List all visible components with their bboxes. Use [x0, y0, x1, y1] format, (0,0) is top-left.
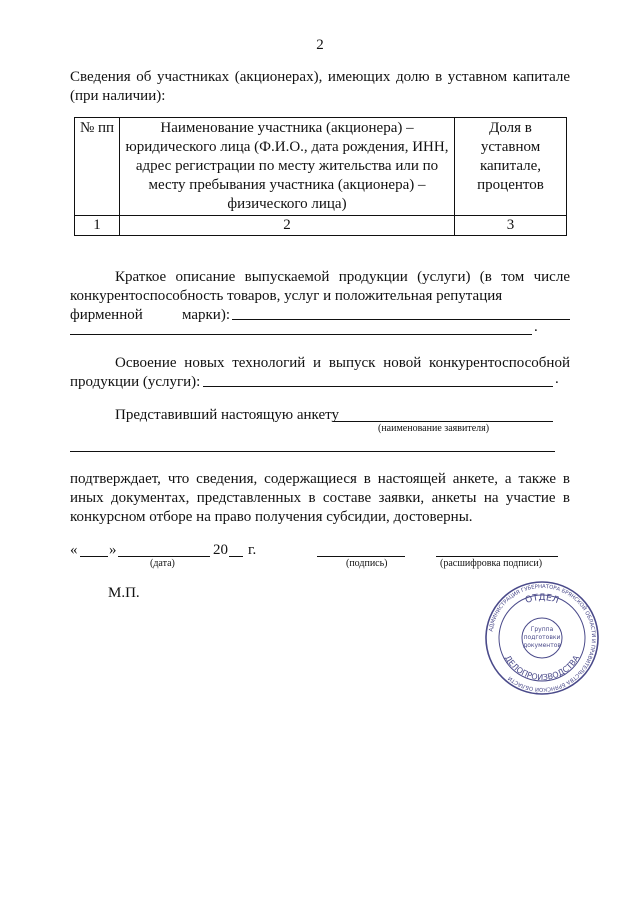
table-cell-number: 1 — [75, 216, 120, 236]
stamp-center-line: документов — [523, 642, 561, 649]
date-year-line[interactable] — [229, 556, 243, 557]
product-description-text: Краткое описание выпускаемой продукции (услуги) (в том числе конкурентоспособность товаров, услуг и положительная репутация — [70, 269, 570, 304]
table-cell-number: 2 — [120, 216, 455, 236]
stamp-center-line: Группа — [530, 626, 554, 633]
page-number: 2 — [316, 37, 324, 53]
stamp-top-text: ОТДЕЛ — [524, 593, 560, 607]
department-stamp — [484, 580, 600, 696]
signature-decode-caption: (расшифровка подписи) — [440, 558, 543, 569]
signature-decode-line[interactable] — [436, 556, 558, 557]
seal-place-label: М.П. — [108, 585, 140, 601]
date-close-quote: » — [109, 542, 117, 558]
stamp-bottom-text: ДЕЛОПРОИЗВОДСТВА — [502, 653, 582, 683]
product-description-line[interactable] — [232, 319, 570, 320]
column-header-share: Доля в уставном капитале, процентов — [455, 118, 567, 216]
date-day-line[interactable] — [80, 556, 108, 557]
date-year-prefix: 20 — [213, 542, 228, 558]
stamp-outer-text: АДМИНИСТРАЦИЯ ГУБЕРНАТОРА БРЯНСКОЙ ОБЛАСТИ И ПРАВИТЕЛЬСТВА БРЯНСКОЙ ОБЛАСТИ — [488, 583, 597, 693]
participants-intro: Сведения об участниках (акционерах), имеющих долю в уставном капитале (при наличии): — [70, 69, 570, 104]
signature-line[interactable] — [317, 556, 405, 557]
technology-text: Освоение новых технологий и выпуск новой конкурентоспособной продукции (услуги): — [70, 355, 570, 390]
product-description-end: . — [534, 319, 538, 335]
column-header-participant-name: Наименование участника (акционера) – юридического лица (Ф.И.О., дата рождения, ИНН, адрес регистрации по месту жительства или по месту пребывания участника (акционера) – физического лица) — [120, 118, 455, 216]
presenter-label: Представивший настоящую анкету — [115, 407, 339, 423]
stamp-center-line: подготовки — [523, 634, 561, 641]
date-year-suffix: г. — [248, 542, 257, 558]
table-header-row — [75, 118, 567, 216]
date-caption: (дата) — [150, 558, 175, 569]
product-description-line[interactable] — [70, 334, 532, 335]
technology-line[interactable] — [203, 386, 553, 387]
table-cell-number: 3 — [455, 216, 567, 236]
presenter-name-line[interactable] — [333, 421, 553, 422]
presenter-name-line[interactable] — [70, 451, 555, 452]
date-open-quote: « — [70, 542, 78, 558]
technology-end: . — [555, 371, 559, 387]
presenter-caption: (наименование заявителя) — [378, 423, 490, 434]
table-row — [75, 216, 567, 236]
svg-text:ОТДЕЛ — [524, 593, 560, 606]
participants-table — [74, 117, 567, 236]
date-month-line[interactable] — [118, 556, 210, 557]
product-description-label: фирменной марки): — [70, 307, 230, 323]
column-header-number: № пп — [75, 118, 120, 216]
confirmation-text: подтверждает, что сведения, содержащиеся в настоящей анкете, а также в иных документах, представленных в составе заявки, анкеты на участие в конкурсном отборе на право получения субсидии, достоверны. — [70, 471, 570, 525]
signature-caption: (подпись) — [346, 558, 388, 569]
